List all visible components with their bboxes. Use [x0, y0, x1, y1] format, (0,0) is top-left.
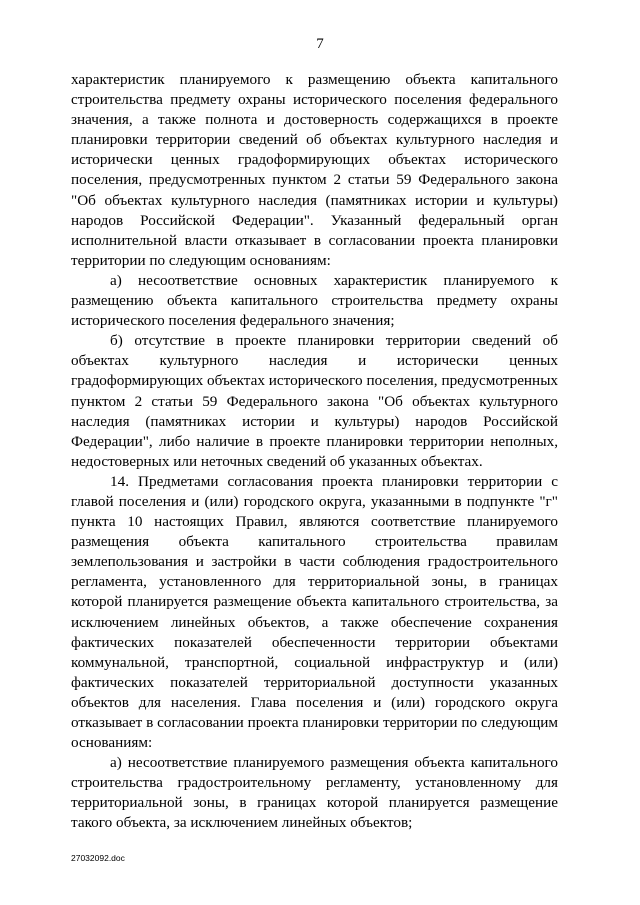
paragraph-continuation: характеристик планируемого к размещению объекта капитального строительства предмету охраны исторического поселения федерального значения, а также полнота и достоверность содержащихся в проекте планировки территории сведений об объектах культурного наследия и исторически ценных градоформирующих объектах исторического поселения, предусмотренных пунктом 2 статьи 59 Федерального закона "Об объектах культурного наследия (памятниках истории и культуры) народов Российской Федерации". Указанный федеральный орган исполнительной власти отказывает в согласовании проекта планировки территории по следующим основаниям: — [71, 71, 558, 269]
document-body — [71, 70, 558, 834]
footer-file-name: 27032092.doc — [71, 853, 125, 863]
paragraph-item-b: б) отсутствие в проекте планировки территории сведений об объектах культурного наследия и исторически ценных градоформирующих объектах исторического поселения, предусмотренных пунктом 2 статьи 59 Федерального закона "Об объектах культурного наследия (памятниках истории и культуры) народов Российской Федерации", либо наличие в проекте планировки территории неполных, недостоверных или неточных сведений об указанных объектах. — [71, 332, 558, 470]
paragraph-item-a: а) несоответствие основных характеристик планируемого к размещению объекта капитального строительства предмету охраны исторического поселения федерального значения; — [71, 271, 558, 330]
paragraph-clause-14: 14. Предметами согласования проекта планировки территории с главой поселения и (или) городского округа, указанными в подпункте "г" пункта 10 настоящих Правил, являются соответствие планируемого размещения объекта капитального строительства правилам землепользования и застройки в части соблюдения градостроительного регламента, установленного для территориальной зоны, в границах которой планируется размещение объекта капитального строительства, за исключением линейных объектов, а также обеспечение сохранения фактических показателей обеспеченности территории объектами коммунальной, транспортной, социальной инфраструктур и (или) фактических показателей территориальной доступности указанных объектов для населения. Глава поселения и (или) городского округа отказывает в согласовании проекта планировки территории по следующим основаниям: — [71, 472, 558, 752]
page-number: 7 — [316, 36, 324, 52]
paragraph-item-a-2: а) несоответствие планируемого размещения объекта капитального строительства градостроительному регламенту, установленному для территориальной зоны, в границах которой планируется размещение такого объекта, за исключением линейных объектов; — [71, 754, 558, 832]
